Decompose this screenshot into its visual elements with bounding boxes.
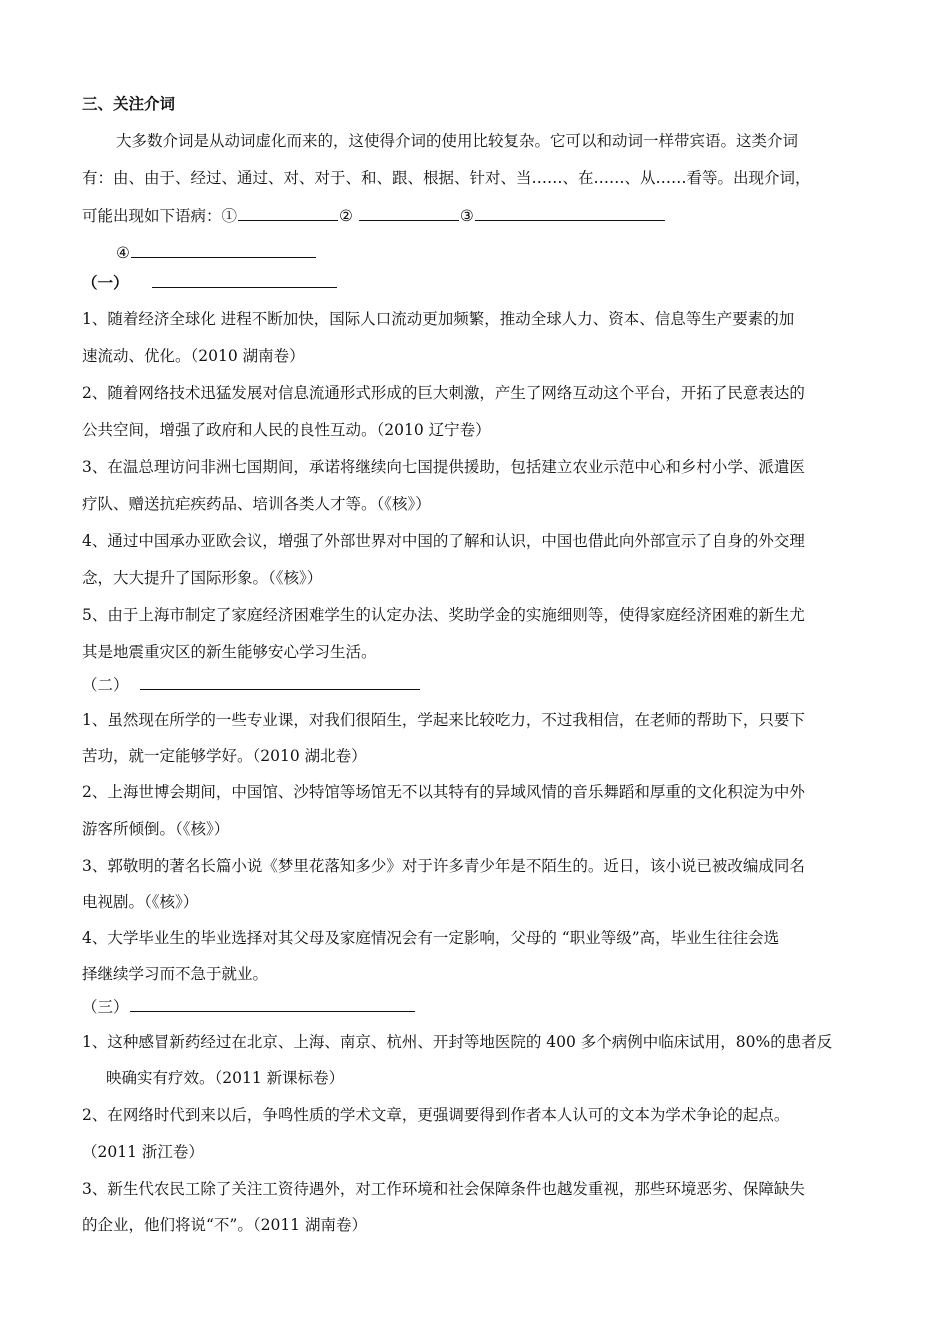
g1-item-3-line-1: 3、在温总理访问非洲七国期间，承诺将继续向七国提供援助，包括建立农业示范中心和乡村小学、派遣医	[82, 458, 805, 476]
intro-line-1: 大多数介词是从动词虚化而来的，这使得介词的使用比较复杂。它可以和动词一样带宾语。这类介词	[116, 132, 799, 150]
g1-item-3-line-2: 疗队、赠送抗疟疾药品、培训各类人才等。（《核》）	[82, 495, 431, 513]
answer-blank-1[interactable]	[238, 205, 338, 221]
g3-item-1-line-1: 1、这种感冒新药经过在北京、上海、南京、杭州、开封等地医院的 400 多个病例中临床试用，80%的患者反	[82, 1033, 833, 1051]
g2-item-4-line-1: 4、大学毕业生的毕业选择对其父母及家庭情况会有一定影响，父母的 “职业等级”高，毕业生往往会选	[82, 929, 780, 947]
group-2-heading-line	[82, 674, 882, 696]
g3-item-3-line-1: 3、新生代农民工除了关注工资待遇外，对工作环境和社会保障条件也越发重视，那些环境恶劣、保障缺失	[82, 1180, 805, 1198]
g3-item-2-line-2: （2011 浙江卷）	[82, 1143, 204, 1161]
group-3-heading: （三）	[82, 998, 129, 1016]
g1-item-5-line-2: 其是地震重灾区的新生能够安心学习生活。	[82, 643, 377, 661]
answer-blank-2[interactable]	[359, 205, 459, 221]
group-1-heading-line	[82, 272, 882, 294]
answer-blank-3[interactable]	[475, 205, 665, 221]
blank-mark-1: ①	[221, 207, 238, 225]
g1-item-2-line-1: 2、随着网络技术迅猛发展对信息流通形式形成的巨大刺激，产生了网络互动这个平台，开拓了民意表达的	[82, 384, 805, 402]
g3-item-1-line-2: 映确实有疗效。（2011 新课标卷）	[106, 1069, 345, 1087]
intro-line-4	[116, 242, 916, 264]
intro-prefix: 可能出现如下语病：	[82, 207, 222, 225]
g2-item-2-line-1: 2、上海世博会期间，中国馆、沙特馆等场馆无不以其特有的异域风情的音乐舞蹈和厚重的文化积淀为中外	[82, 783, 805, 801]
group-1-answer-blank[interactable]	[152, 272, 337, 288]
g2-item-3-line-1: 3、郭敬明的著名长篇小说《梦里花落知多少》对于许多青少年是不陌生的。近日，该小说已被改编成同名	[82, 857, 805, 875]
blank-mark-2: ②	[339, 207, 353, 225]
g2-item-2-line-2: 游客所倾倒。（《核》）	[82, 820, 230, 838]
intro-line-3	[82, 205, 882, 227]
group-2-answer-blank[interactable]	[140, 674, 420, 690]
g1-item-1-line-1: 1、随着经济全球化 进程不断加快，国际人口流动更加频繁，推动全球人力、资本、信息等生产要素的加	[82, 310, 795, 328]
g2-item-4-line-2: 择继续学习而不急于就业。	[82, 965, 269, 983]
blank-mark-3: ③	[459, 207, 474, 225]
g1-item-4-line-1: 4、通过中国承办亚欧会议，增强了外部世界对中国的了解和认识，中国也借此向外部宣示了自身的外交理	[82, 532, 805, 550]
g1-item-5-line-1: 5、由于上海市制定了家庭经济困难学生的认定办法、奖助学金的实施细则等，使得家庭经济困难的新生尤	[82, 606, 805, 624]
group-1-heading: （一）	[82, 273, 129, 292]
g1-item-4-line-2: 念，大大提升了国际形象。（《核》）	[82, 569, 323, 587]
blank-mark-4: ④	[116, 244, 130, 262]
g2-item-1-line-2: 苦功，就一定能够学好。（2010 湖北卷）	[82, 747, 367, 765]
g2-item-3-line-2: 电视剧。（《核》）	[82, 893, 199, 911]
group-3-heading-line	[82, 996, 882, 1018]
g3-item-2-line-1: 2、在网络时代到来以后，争鸣性质的学术文章，更强调要得到作者本人认可的文本为学术争论的起点。	[82, 1106, 790, 1124]
intro-line-2: 有：由、由于、经过、通过、对、对于、和、跟、根据、针对、当……、在……、从……看等。出现介词，	[82, 169, 811, 187]
g2-item-1-line-1: 1、虽然现在所学的一些专业课，对我们很陌生，学起来比较吃力，不过我相信，在老师的帮助下，只要下	[82, 711, 805, 729]
group-3-answer-blank[interactable]	[130, 996, 415, 1012]
answer-blank-4[interactable]	[131, 242, 316, 258]
group-2-heading: （二）	[82, 676, 129, 694]
g1-item-2-line-2: 公共空间，增强了政府和人民的良性互动。（2010 辽宁卷）	[82, 421, 491, 439]
g3-item-3-line-2: 的企业，他们将说“不”。（2011 湖南卷）	[82, 1216, 367, 1234]
section-title: 三、关注介词	[82, 94, 176, 113]
g1-item-1-line-2: 速流动、优化。（2010 湖南卷）	[82, 347, 305, 365]
